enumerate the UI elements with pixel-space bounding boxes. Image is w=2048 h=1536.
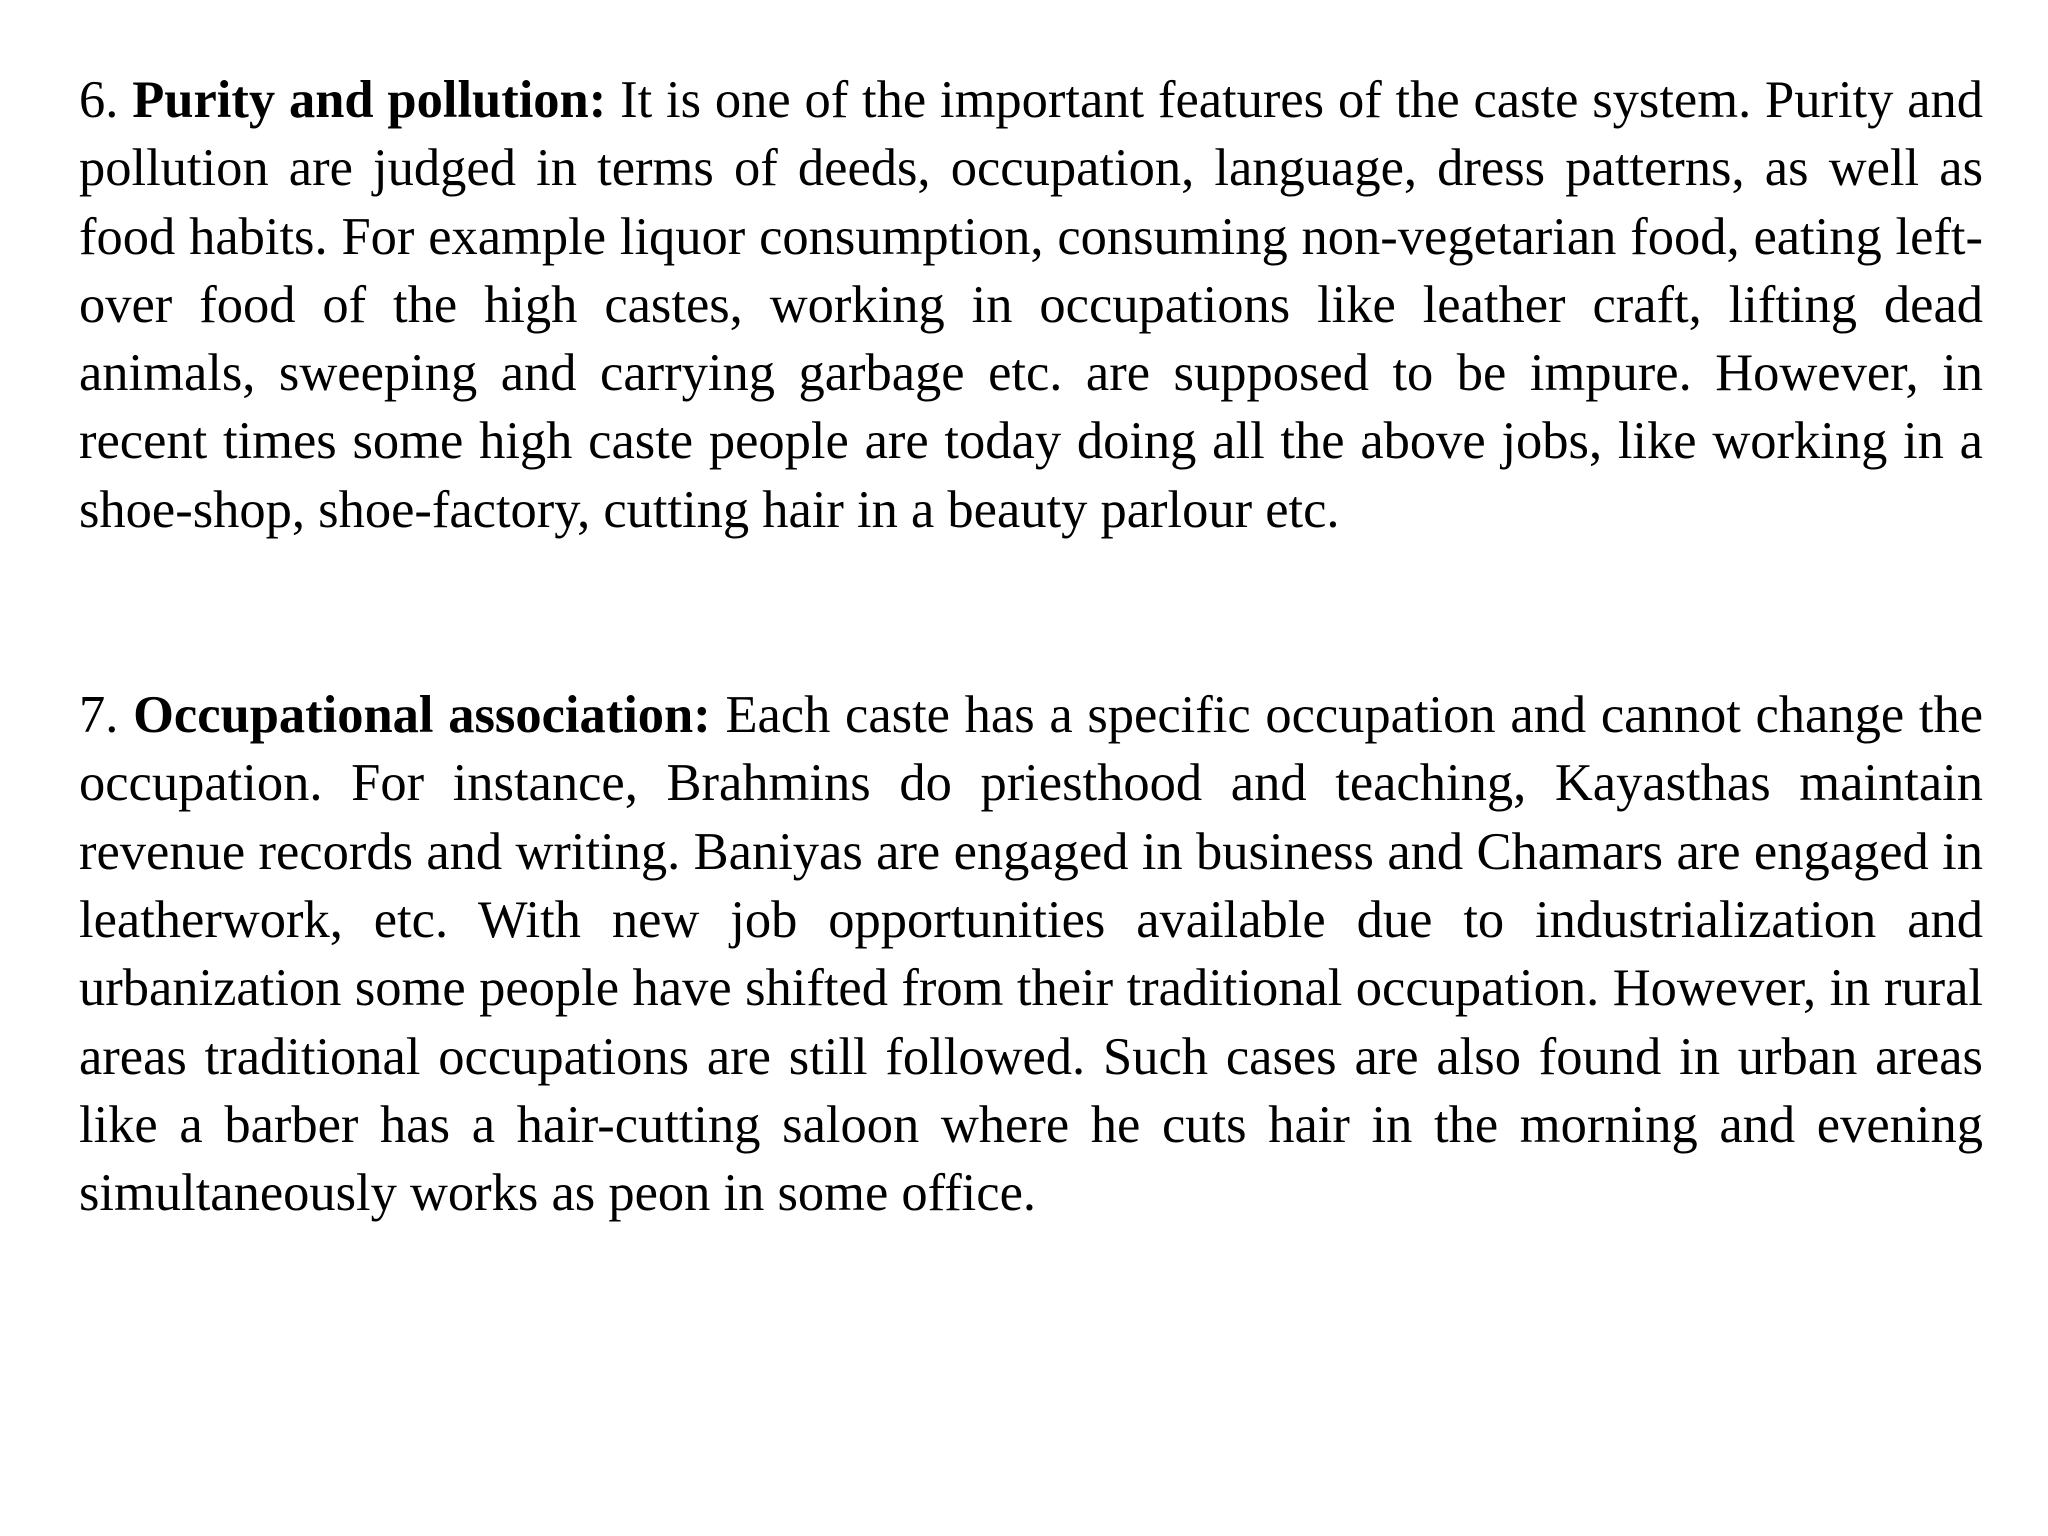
section-body: It is one of the important features of the caste system. Purity and pollution are judged in terms of deeds, occupation, language, dress patterns, as well as food habits. For example liquor consumption, consuming non-vegetarian food, eating left-over food of the high castes, working in occupations like leather craft, lifting dead animals, sweeping and carrying garbage etc. are supposed to be impure. However, in recent times some high caste people are today doing all the above jobs, like working in a shoe-shop, shoe-factory, cutting hair in a beauty parlour etc. [79,71,1984,539]
section-body: Each caste has a specific occupation and cannot change the occupation. For instance, Brahmins do priesthood and teaching, Kayasthas maintain revenue records and writing. Baniyas are engaged in business and Chamars are engaged in leatherwork, etc. With new job opportunities available due to industrialization and urbanization some people have shifted from their traditional occupation. However, in rural areas traditional occupations are still followed. Such cases are also found in urban areas like a barber has a hair-cutting saloon where he cuts hair in the morning and evening simultaneously works as peon in some office. [79,686,1983,1223]
section-number: 6. [79,71,119,129]
paragraph-purity-and-pollution [79,66,1983,544]
section-number: 7. [79,686,119,745]
document-page [79,66,1983,1227]
paragraph-occupational-association [79,681,1983,1227]
section-heading: Occupational association: [133,686,711,745]
section-heading: Purity and pollution: [132,71,607,129]
